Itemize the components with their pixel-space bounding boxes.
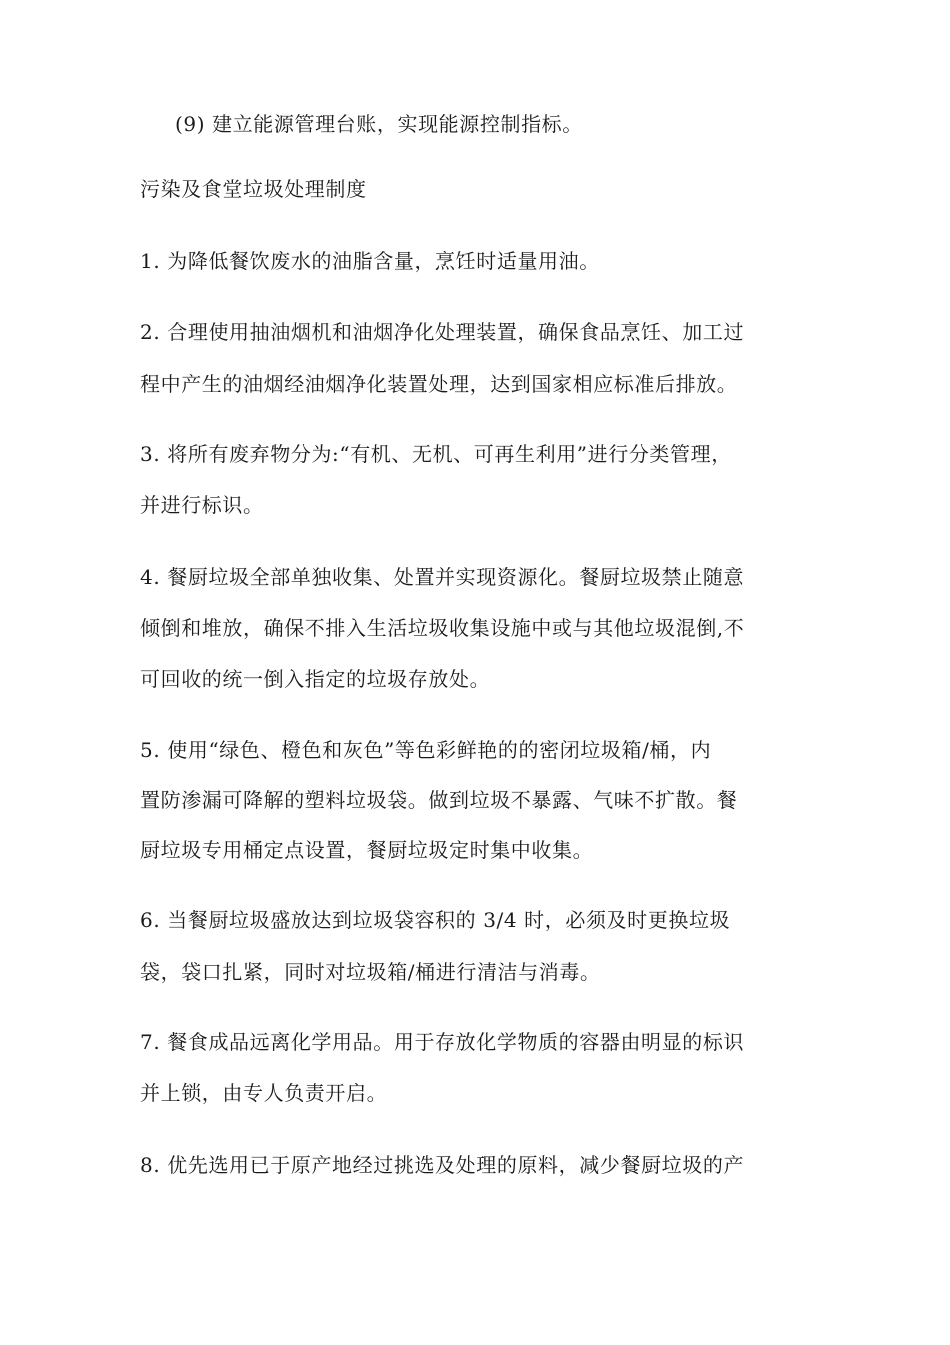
item-5-line-1: 5. 使用“绿色、橙色和灰色”等色彩鲜艳的的密闭垃圾箱/桶，内 bbox=[140, 738, 712, 762]
item-7-line-2: 并上锁，由专人负责开启。 bbox=[140, 1081, 388, 1105]
item-4-line-1: 4. 餐厨垃圾全部单独收集、处置并实现资源化。餐厨垃圾禁止随意 bbox=[140, 565, 745, 589]
intro-item: (9) 建立能源管理台账，实现能源控制指标。 bbox=[175, 112, 583, 136]
item-7-line-1: 7. 餐食成品远离化学用品。用于存放化学物质的容器由明显的标识 bbox=[140, 1030, 745, 1054]
item-4-line-3: 可回收的统一倒入指定的垃圾存放处。 bbox=[140, 667, 491, 691]
item-6-line-1: 6. 当餐厨垃圾盛放达到垃圾袋容积的 3/4 时，必须及时更换垃圾 bbox=[140, 908, 731, 932]
item-4-line-2: 倾倒和堆放，确保不排入生活垃圾收集设施中或与其他垃圾混倒,不 bbox=[140, 616, 745, 640]
item-5-line-3: 厨垃圾专用桶定点设置，餐厨垃圾定时集中收集。 bbox=[140, 838, 594, 862]
item-1-line-1: 1. 为降低餐饮废水的油脂含量，烹饪时适量用油。 bbox=[140, 249, 600, 273]
item-2-line-1: 2. 合理使用抽油烟机和油烟净化处理装置，确保食品烹饪、加工过 bbox=[140, 320, 745, 344]
item-5-line-2: 置防渗漏可降解的塑料垃圾袋。做到垃圾不暴露、气味不扩散。餐 bbox=[140, 788, 738, 812]
item-6-line-2: 袋，袋口扎紧，同时对垃圾箱/桶进行清洁与消毒。 bbox=[140, 960, 601, 984]
item-2-line-2: 程中产生的油烟经油烟净化装置处理，达到国家相应标准后排放。 bbox=[140, 372, 738, 396]
item-3-line-1: 3. 将所有废弃物分为:“有机、无机、可再生利用”进行分类管理， bbox=[140, 442, 732, 466]
item-8-line-1: 8. 优先选用已于原产地经过挑选及处理的原料，减少餐厨垃圾的产 bbox=[140, 1153, 745, 1177]
section-title: 污染及食堂垃圾处理制度 bbox=[140, 177, 367, 201]
item-3-line-2: 并进行标识。 bbox=[140, 493, 264, 517]
